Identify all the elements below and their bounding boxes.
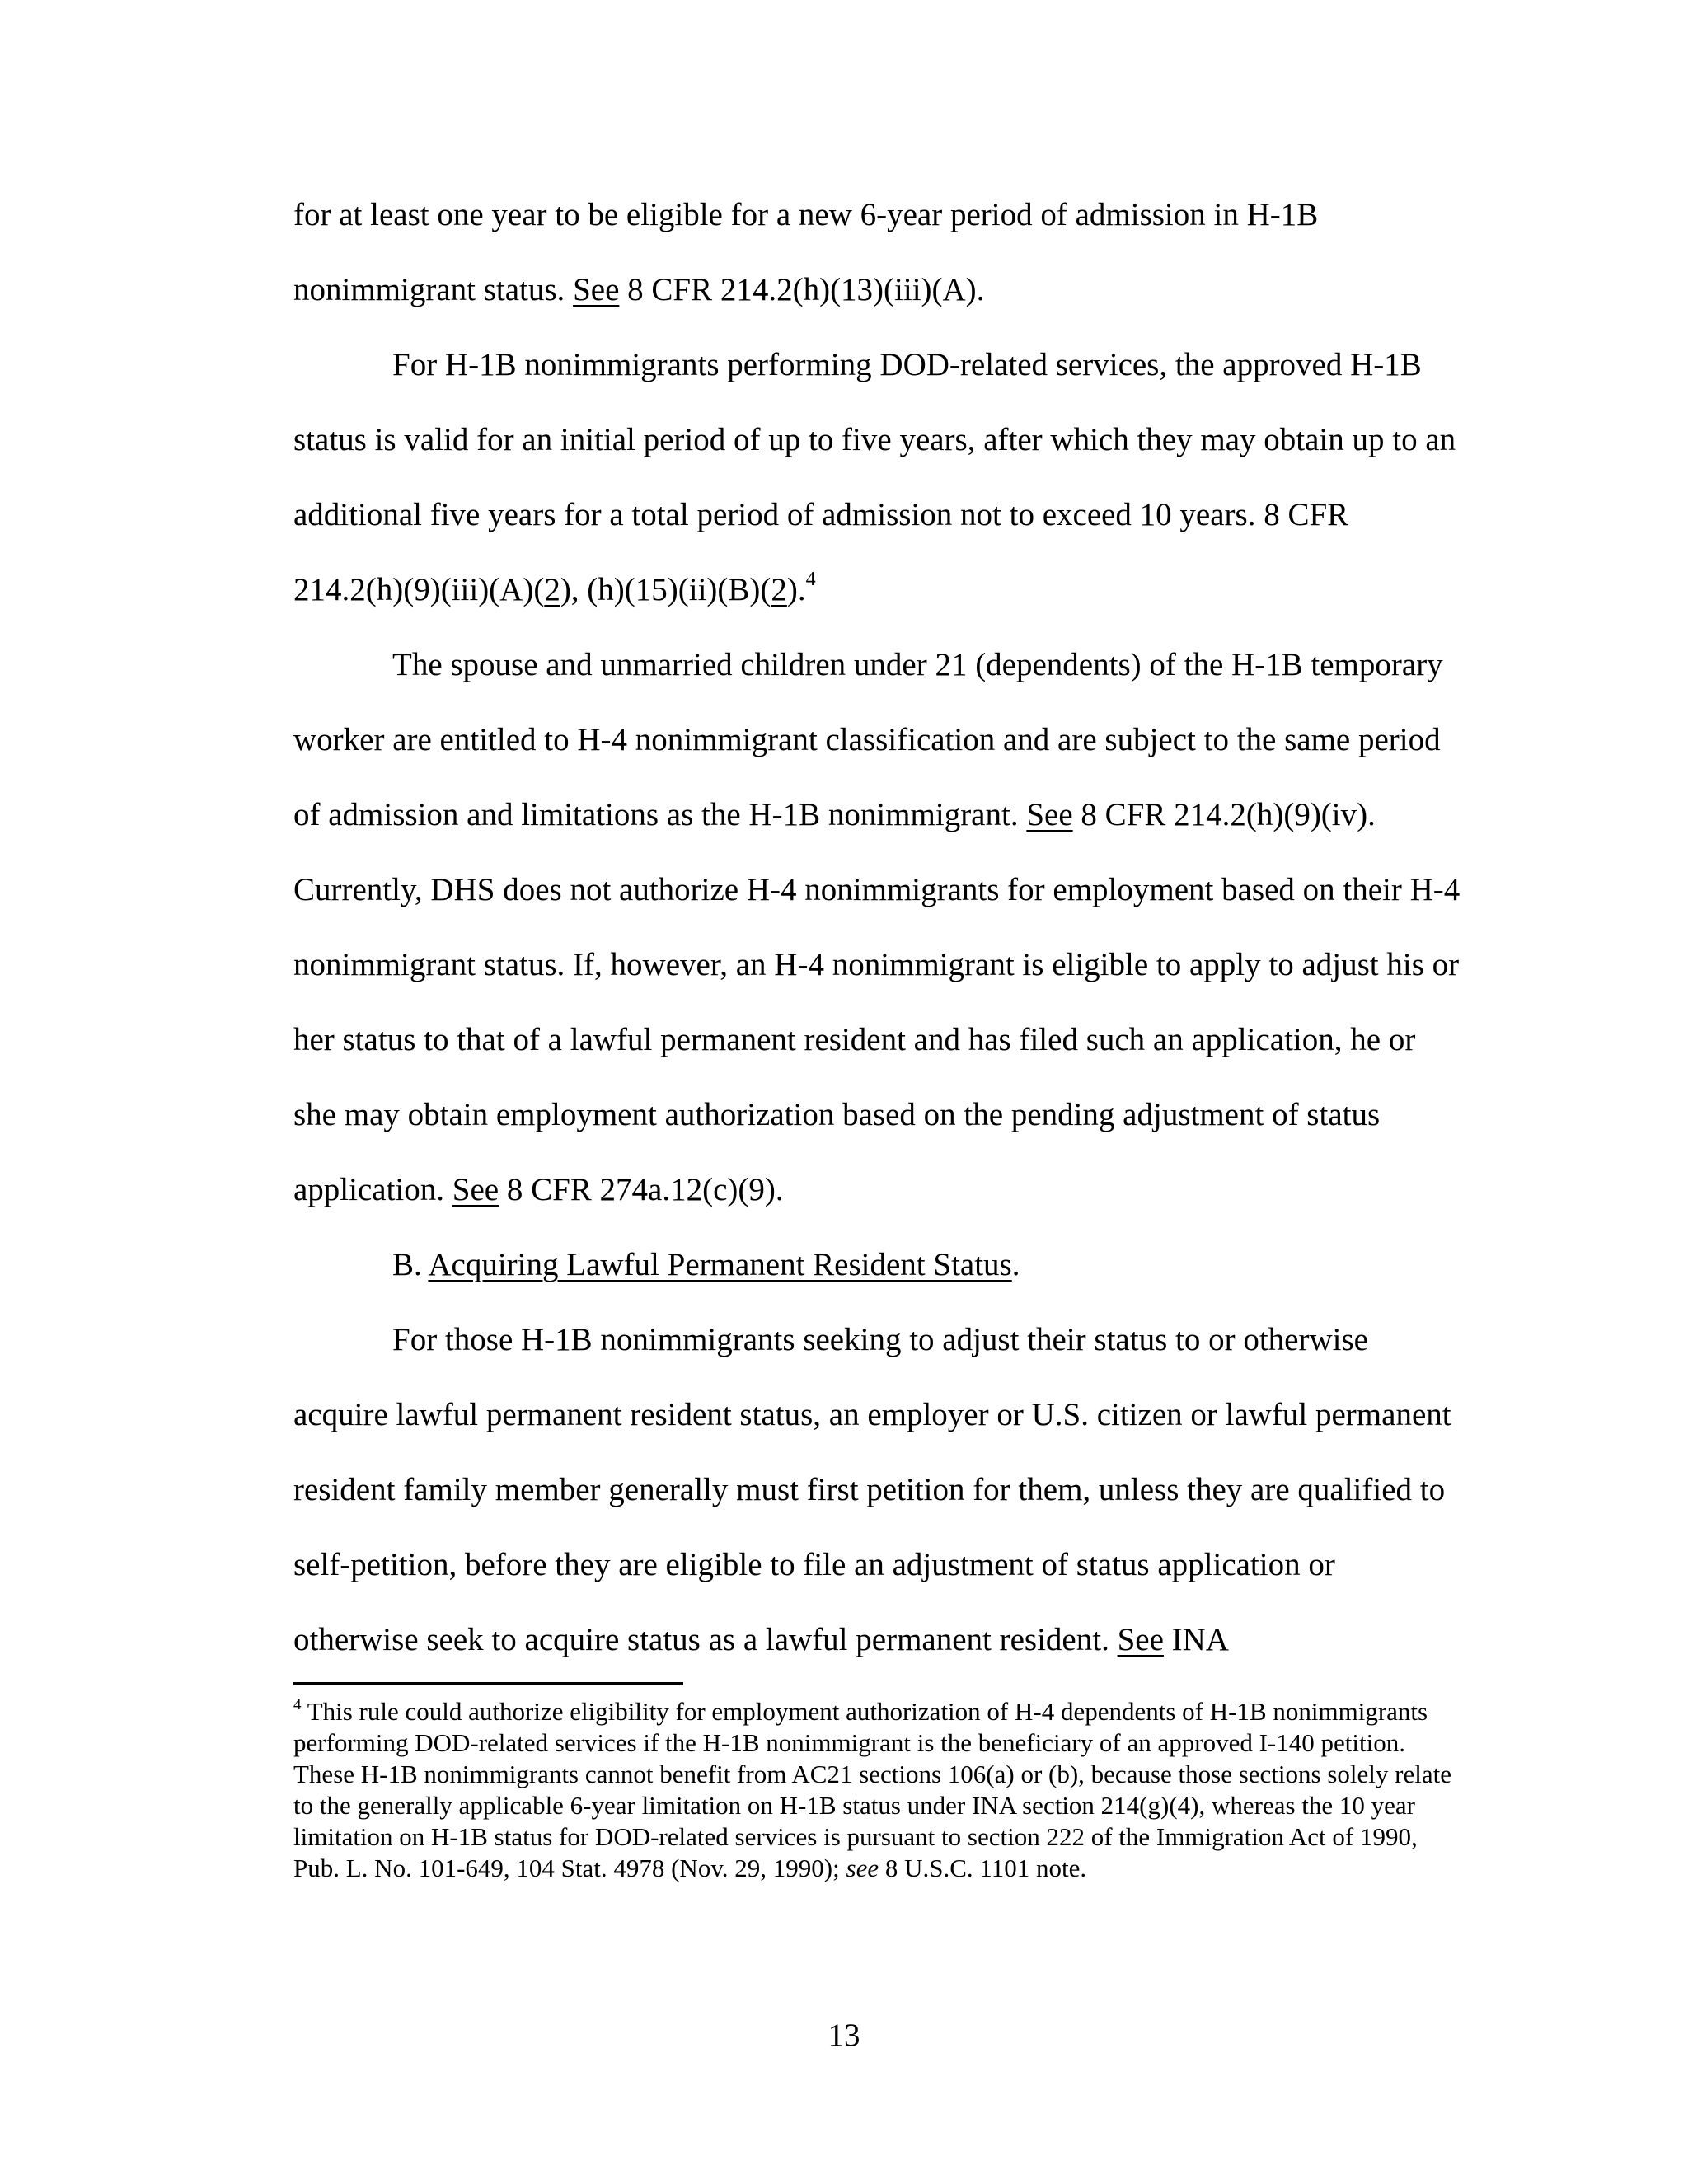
citation: 8 CFR 214.2(h)(13)(iii)(A). — [619, 272, 985, 307]
paragraph-text: for at least one year to be eligible for a new 6-year period of admission in H-1B nonimmigrant status. — [293, 197, 1319, 307]
paragraph-text: The spouse and unmarried children under 21 (dependents) of the H-1B temporary worker are entitled to H-4 nonimmigrant classification and are subject to the same period of admission and limitations as the H-1B nonimmigrant. — [293, 647, 1443, 832]
see-signal: See — [452, 1172, 499, 1207]
footnote-reference: 4 — [805, 569, 816, 590]
see-signal: See — [1026, 797, 1073, 832]
heading-letter: B. — [392, 1247, 429, 1282]
page-number: 13 — [828, 2018, 860, 2053]
paragraph-text: 8 CFR 214.2(h)(9)(iv). Currently, DHS does not authorize H-4 nonimmigrants for employment based on their H-4 nonimmigrant status. If, however, an H-4 nonimmigrant is eligible to apply to adjust his or her status to that of a lawful permanent resident and has filed such an application, he or she may obtain employment authorization based on the pending adjustment of status application. — [293, 797, 1461, 1207]
see-signal: See — [573, 272, 620, 307]
footnote-body: This rule could authorize eligibility for employment authorization of H-4 dependents of H-1B nonimmigrants performing DOD-related services if the H-1B nonimmigrant is the beneficiary of an approved I-140 petition. These H-1B nonimmigrants cannot benefit from AC21 sections 106(a) or (b), because those sections solely relate to the generally applicable 6-year limitation on H-1B status under INA section 214(g)(4), whereas the 10 year limitation on H-1B status for DOD-related services is pursuant to section 222 of the Immigration Act of 1990, Pub. L. No. 101-649, 104 Stat. 4978 (Nov. 29, 1990); — [293, 1697, 1451, 1882]
footnote-divider — [293, 1682, 683, 1685]
underlined-subsection: 2 — [771, 572, 787, 607]
paragraph-text: For H-1B nonimmigrants performing DOD-related services, the approved H-1B status is valid for an initial period of up to five years, after which they may obtain up to an additional five years for a total period of admission not to exceed 10 years. 8 CFR 214.2(h)(9)(iii)(A)( — [293, 347, 1456, 607]
paragraph-h4-dependents — [293, 627, 1464, 1227]
citation: ). — [786, 572, 806, 607]
paragraph-dod-services — [293, 327, 1464, 627]
body-text — [293, 177, 1464, 1677]
citation: INA — [1163, 1622, 1229, 1657]
paragraph-text: For those H-1B nonimmigrants seeking to adjust their status to or otherwise acquire lawful permanent resident status, an employer or U.S. citizen or lawful permanent resident family member generally must first petition for them, unless they are qualified to self-petition, before they are eligible to file an adjustment of status application or otherwise seek to acquire status as a lawful permanent resident. — [293, 1322, 1451, 1657]
section-heading — [293, 1227, 1464, 1302]
paragraph-lpr-status — [293, 1302, 1464, 1677]
citation: ), (h)(15)(ii)(B)( — [560, 572, 771, 607]
heading-period: . — [1011, 1247, 1020, 1282]
footnote-text — [293, 1696, 1464, 1884]
paragraph-continuation — [293, 177, 1464, 327]
footnote-number: 4 — [293, 1696, 302, 1713]
see-signal: see — [846, 1854, 879, 1882]
heading-title: Acquiring Lawful Permanent Resident Status — [428, 1247, 1012, 1282]
underlined-subsection: 2 — [544, 572, 560, 607]
see-signal: See — [1117, 1622, 1164, 1657]
footnote — [293, 1696, 1464, 1884]
footnote-end: 8 U.S.C. 1101 note. — [879, 1854, 1087, 1882]
citation: 8 CFR 274a.12(c)(9). — [499, 1172, 784, 1207]
